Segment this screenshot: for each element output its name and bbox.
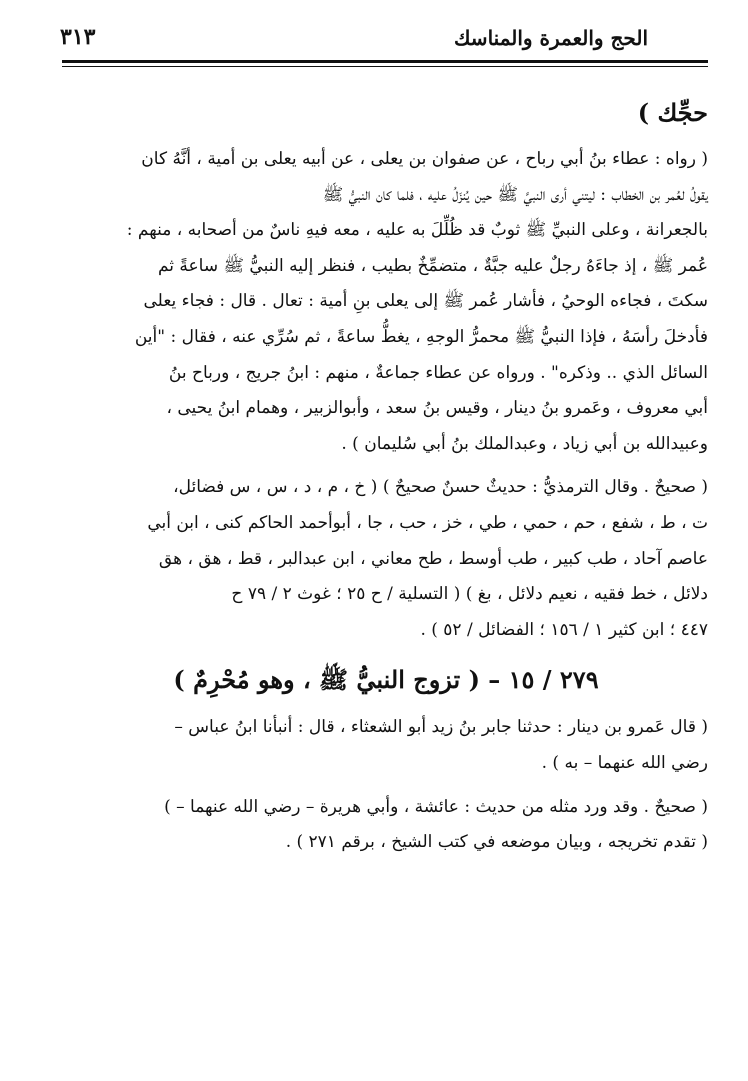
grading-paragraph <box>64 470 708 648</box>
header-rule-thick <box>62 60 708 63</box>
page-content <box>64 90 708 869</box>
text-line: ( صحيحٌ . وقال الترمذيُّ : حديثٌ حسنٌ صحيحٌ ) ( خ ، م ، د ، س ، س فضائل، <box>173 477 708 498</box>
text-line: وعبيدالله بن أبي زياد ، وعبدالملك بنُ أبي سُليمان ) . <box>341 433 708 454</box>
hadith-title-tail: حجِّك ) <box>637 98 708 127</box>
text-line: يقولُ لعُمر بن الخطاب : ليتني أرى النبيَّ ﷺ حين يُنزَلُ عليه ، فلما كان النبيُّ ﷺ <box>322 184 708 205</box>
page-header <box>40 24 708 58</box>
running-title: الحج والعمرة والمناسك <box>453 26 648 50</box>
text-line: عُمر ﷺ ، إذ جاءَهُ رجلٌ عليه جبَّةٌ ، متضمِّخٌ بطيب ، فنظر إليه النبيُّ ﷺ ساعةً ثم <box>157 255 708 276</box>
text-line: دلائل ، خط فقيه ، نعيم دلائل ، بغ ) ( التسلية / ح ٢٥ ؛ غوث ٢ / ٧٩ ح <box>231 584 708 605</box>
amr-narration-paragraph <box>64 710 708 781</box>
text-line: ٤٤٧ ؛ ابن كثير ١ / ١٥٦ ؛ الفضائل / ٥٢ ) . <box>420 619 708 640</box>
section-heading: ٢٧٩ / ١٥ – ( تزوج النبيُّ ﷺ ، وهو مُحْرِمٌ ) <box>173 665 599 695</box>
text-line: ( تقدم تخريجه ، وبيان موضعه في كتب الشيخ ، برقم ٢٧١ ) . <box>285 832 708 853</box>
page-number: ٣١٣ <box>60 24 96 50</box>
text-line: ( رواه : عطاء بنُ أبي رباح ، عن صفوان بن يعلى ، عن أبيه يعلى بن أمية ، أنَّهُ كان <box>141 149 708 169</box>
final-grading-paragraph <box>64 790 708 861</box>
text-line: عاصم آحاد ، طب كبير ، طب أوسط ، طح معاني ، ابن عبدالبر ، قط ، هق ، هق <box>158 548 708 569</box>
text-line: سكتَ ، فجاءه الوحيُ ، فأشار عُمر ﷺ إلى يعلى بنِ أمية : تعال . قال : فجاء يعلى <box>143 291 708 312</box>
text-line: فأدخلَ رأسَهُ ، فإذا النبيُّ ﷺ محمرُّ الوجهِ ، يغطُّ ساعةً ، ثم سُرِّي عنه ، فقال : "أين <box>134 326 708 347</box>
text-line: رضي الله عنهما – به ) . <box>541 752 708 773</box>
text-line: ( قال عَمرو بن دينار : حدثنا جابر بنُ زيد أبو الشعثاء ، قال : أنبأنا ابنُ عباس – <box>174 717 708 738</box>
narration-paragraph <box>64 142 708 462</box>
text-line: ت ، ط ، شفع ، حم ، حمي ، طي ، خز ، حب ، جا ، أبوأحمد الحاكم كنى ، ابن أبي <box>147 512 708 533</box>
header-rule-thin <box>62 66 708 67</box>
text-line: السائل الذي .. وذكره" . ورواه عن عطاء جماعةٌ ، منهم : ابنُ جريج ، ورباح بنُ <box>168 362 708 383</box>
text-line: بالجعرانة ، وعلى النبيِّ ﷺ ثوبٌ قد ظُلِّلَ به عليه ، معه فيهِ ناسٌ من أصحابه ، منهم : <box>126 220 708 241</box>
text-line: أبي معروف ، وعَمرو بنُ دينار ، وقيس بنُ سعد ، وأبوالزبير ، وهمام ابنُ يحيى ، <box>166 398 708 419</box>
text-line: ( صحيحٌ . وقد ورد مثله من حديث : عائشة ، وأبي هريرة – رضي الله عنهما – ) <box>164 796 708 817</box>
